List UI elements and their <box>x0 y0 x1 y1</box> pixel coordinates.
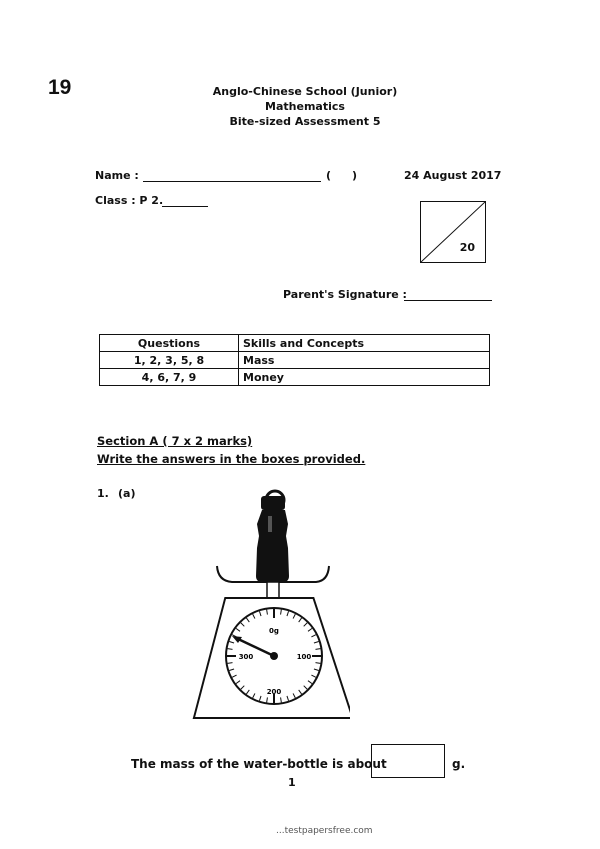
footer-page-number: 1 <box>288 776 296 789</box>
question-number: 1. <box>97 487 109 500</box>
table-row <box>100 369 490 386</box>
register-paren-close: ) <box>352 169 358 182</box>
section-instruction: Write the answers in the boxes provided. <box>97 452 366 466</box>
score-box <box>420 201 486 263</box>
table-cell-questions: 1, 2, 3, 5, 8 <box>100 352 239 369</box>
skills-table <box>99 334 490 386</box>
subject: Mathematics <box>265 100 345 113</box>
date: 24 August 2017 <box>404 169 502 182</box>
table-header-questions: Questions <box>100 335 239 352</box>
dial-label-0: 0g <box>269 627 279 635</box>
name-field[interactable] <box>143 168 321 182</box>
page-number: 19 <box>48 76 72 99</box>
school-name: Anglo-Chinese School (Junior) <box>212 85 398 98</box>
header <box>0 84 600 129</box>
assessment-title: Bite-sized Assessment 5 <box>229 115 381 128</box>
dial-label-100: 100 <box>296 653 312 661</box>
name-label: Name : <box>95 169 139 182</box>
table-cell-skill: Money <box>239 369 490 386</box>
question-statement: The mass of the water-bottle is about <box>131 757 387 771</box>
table-header-skills: Skills and Concepts <box>239 335 490 352</box>
signature-label: Parent's Signature : <box>283 288 407 301</box>
question-part: (a) <box>118 487 136 500</box>
score-total: 20 <box>459 241 475 254</box>
water-bottle-icon <box>256 496 289 582</box>
table-row <box>100 352 490 369</box>
dial-center <box>270 652 278 660</box>
section-title: Section A ( 7 x 2 marks) <box>97 434 253 448</box>
scale-dial <box>226 608 322 704</box>
class-field[interactable] <box>162 194 208 207</box>
class-label: Class : P 2. <box>95 194 164 207</box>
register-paren-open: ( <box>326 169 332 182</box>
footer-url: ...testpapersfree.com <box>276 826 373 836</box>
answer-box[interactable] <box>371 744 445 778</box>
answer-unit: g. <box>452 757 466 771</box>
table-cell-skill: Mass <box>239 352 490 369</box>
scale-illustration <box>190 486 350 726</box>
dial-label-300: 300 <box>238 653 254 661</box>
table-cell-questions: 4, 6, 7, 9 <box>100 369 239 386</box>
table-header-row <box>100 335 490 352</box>
signature-field[interactable] <box>404 287 492 301</box>
score-diagonal <box>421 202 485 262</box>
dial-label-200: 200 <box>266 688 282 696</box>
